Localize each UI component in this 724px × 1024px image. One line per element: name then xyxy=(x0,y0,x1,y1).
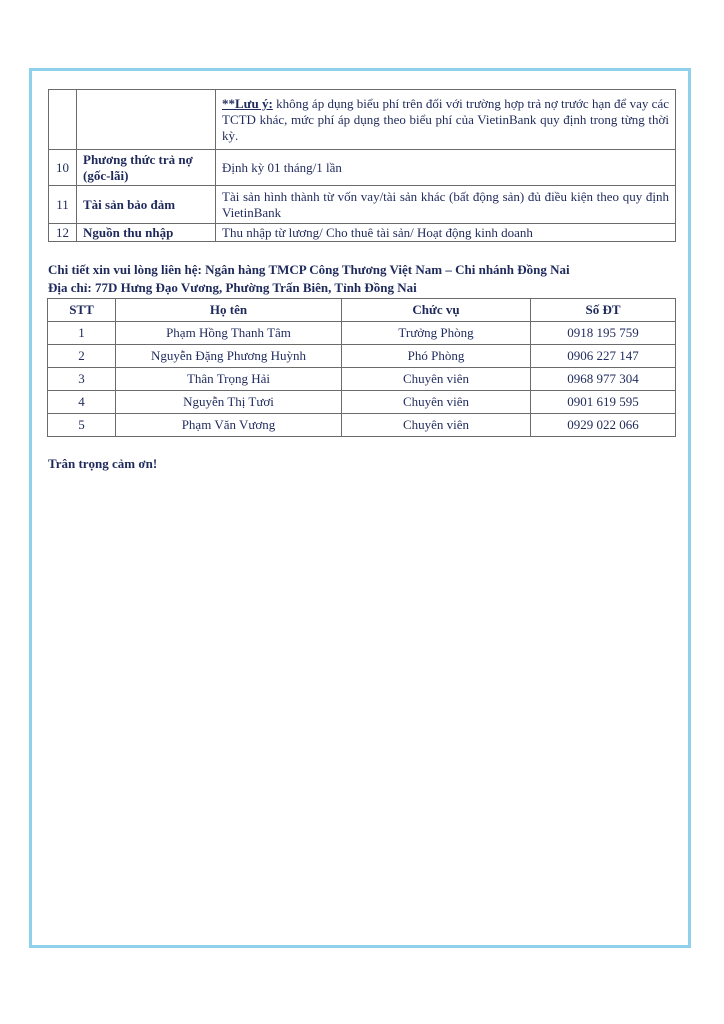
stt-cell xyxy=(49,90,77,150)
label-cell: Tài sản bảo đảm xyxy=(77,186,216,224)
label-cell xyxy=(77,90,216,150)
table-row xyxy=(49,90,676,150)
position-cell: Trưởng Phòng xyxy=(342,322,531,345)
header-row xyxy=(48,299,676,322)
stt-cell: 3 xyxy=(48,368,116,391)
column-header: STT xyxy=(48,299,116,322)
content-cell: Tài sản hình thành từ vốn vay/tài sản khác (bất động sản) đủ điều kiện theo quy định VietinBank xyxy=(216,186,676,224)
name-cell: Nguyễn Thị Tươi xyxy=(116,391,342,414)
phone-cell: 0918 195 759 xyxy=(531,322,676,345)
table-row xyxy=(49,150,676,186)
position-cell: Chuyên viên xyxy=(342,368,531,391)
table-row xyxy=(49,186,676,224)
table-row xyxy=(48,368,676,391)
contact-line: Chi tiết xin vui lòng liên hệ: Ngân hàng TMCP Công Thương Việt Nam – Chi nhánh Đồng Nai xyxy=(48,262,570,277)
phone-cell: 0901 619 595 xyxy=(531,391,676,414)
stt-cell: 11 xyxy=(49,186,77,224)
label-cell: Nguồn thu nhập xyxy=(77,224,216,242)
stt-cell: 10 xyxy=(49,150,77,186)
table-row xyxy=(49,224,676,242)
position-cell: Phó Phòng xyxy=(342,345,531,368)
position-cell: Chuyên viên xyxy=(342,414,531,437)
column-header: Số ĐT xyxy=(531,299,676,322)
stt-cell: 5 xyxy=(48,414,116,437)
note-key: **Lưu ý: xyxy=(222,95,273,111)
note-cell xyxy=(216,90,676,150)
name-cell: Thân Trọng Hải xyxy=(116,368,342,391)
position-cell: Chuyên viên xyxy=(342,391,531,414)
phone-cell: 0929 022 066 xyxy=(531,414,676,437)
staff-table xyxy=(47,298,676,437)
content-cell: Định kỳ 01 tháng/1 lần xyxy=(216,150,676,186)
table-row xyxy=(48,391,676,414)
stt-cell: 4 xyxy=(48,391,116,414)
address-line: Địa chỉ: 77D Hưng Đạo Vương, Phường Trấn Biên, Tỉnh Đồng Nai xyxy=(48,280,417,295)
column-header: Chức vụ xyxy=(342,299,531,322)
table-row xyxy=(48,322,676,345)
table-row xyxy=(48,345,676,368)
stt-cell: 2 xyxy=(48,345,116,368)
label-cell: Phương thức trả nợ (gốc-lãi) xyxy=(77,150,216,186)
name-cell: Nguyễn Đặng Phương Huỳnh xyxy=(116,345,342,368)
phone-cell: 0906 227 147 xyxy=(531,345,676,368)
phone-cell: 0968 977 304 xyxy=(531,368,676,391)
column-header: Họ tên xyxy=(116,299,342,322)
name-cell: Phạm Văn Vương xyxy=(116,414,342,437)
loan-terms-table xyxy=(48,89,676,242)
note-text: không áp dụng biểu phí trên đối với trường hợp trả nợ trước hạn để vay các TCTD khác, mức phí áp dụng theo biểu phí của VietinBank quy định trong từng thời kỳ. xyxy=(222,95,669,143)
closing-text: Trân trọng cảm ơn! xyxy=(48,456,158,471)
table-row xyxy=(48,414,676,437)
name-cell: Phạm Hồng Thanh Tâm xyxy=(116,322,342,345)
stt-cell: 1 xyxy=(48,322,116,345)
stt-cell: 12 xyxy=(49,224,77,242)
content-cell: Thu nhập từ lương/ Cho thuê tài sản/ Hoạt động kinh doanh xyxy=(216,224,676,242)
